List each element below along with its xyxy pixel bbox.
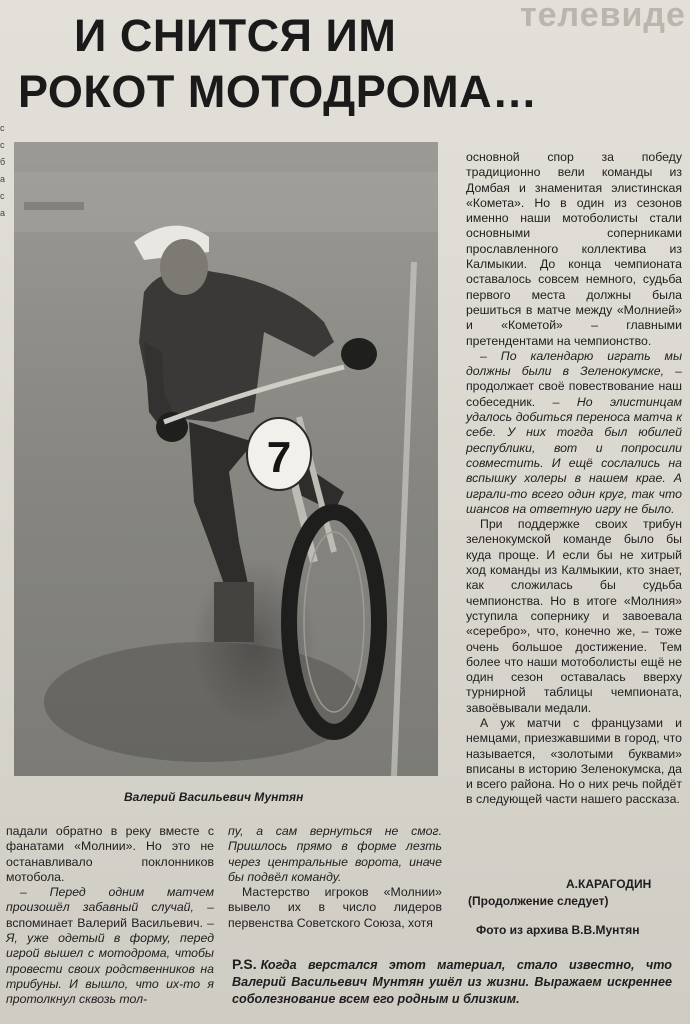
edge-letter: с — [0, 191, 5, 201]
quote-text: – Я, уже одетый в форму, перед игрой вышел с мотодрома, чтобы провести своих родственников на трибуны. И вышло, что их-то я протолкнул сквозь тол- — [6, 915, 214, 1007]
continued-note: (Продолжение следует) — [468, 894, 609, 908]
quote-text: – Но элистинцам удалось добиться переноса матча к себе. У них тогда был юбилей республики, вот и попросили совместить. И ещё сослались на вспышку холеры в нашем крае. А играли-то всего один круг, так что шансов на ответную игру не было. — [466, 394, 682, 516]
photo-caption: Валерий Васильевич Мунтян — [124, 790, 304, 804]
article-column-bottom-1 — [6, 824, 214, 1008]
paragraph: основной спор за победу традиционно вели команды из Домбая и знаменитая элистинская «Комета». Но в один из сезонов именно наши мотоболисты стали основными соперниками прославленного коллектива из Калмыкии. До конца чемпионата оставалось совсем немного, судьба первого места должны была решиться в матче между «Молнией» и «Кометой» – главными претендентами на чемпионство. — [466, 150, 682, 348]
article-headline — [18, 8, 538, 120]
edge-letter: с — [0, 140, 5, 150]
postscript — [232, 956, 672, 1008]
adjacent-page-heading: телевиде — [520, 0, 686, 34]
article-photo — [14, 142, 438, 776]
paragraph: При поддержке своих трибун зеленокумской команде было бы куда проще. И если бы не хитрый ход команды из Калмыкии, кто знает, как сложилась бы судьба чемпионства. Но в итоге «Молния» уступила сопернику и завоевала «серебро», что, конечно же, – тоже очень большое достижение. Тем более что наши мотоболисты ещё не один сезон оставалась вверху турнирной таблицы чемпионата, завоёвывали медали. — [466, 517, 682, 715]
headline-line-1: И СНИТСЯ ИМ — [74, 10, 397, 61]
postscript-tag: P.S. — [232, 956, 257, 972]
article-column-right — [466, 150, 682, 808]
edge-letter: с — [0, 123, 5, 133]
edge-letter: а — [0, 174, 6, 184]
paragraph: падали обратно в реку вместе с фанатами «Молнии». Но это не останавливало поклонников мотобола. — [6, 824, 214, 884]
cropped-column-edge — [0, 120, 10, 222]
postscript-text: Когда верстался этот материал, стало известно, что Валерий Васильевич Мунтян ушёл из жизни. Выражаем искреннее соболезнование всем его родным и близким. — [232, 958, 672, 1006]
edge-letter: а — [0, 208, 6, 218]
author-signature: А.КАРАГОДИН — [566, 877, 652, 891]
race-number: 7 — [266, 433, 292, 482]
paragraph-quote: пу, а сам вернуться не смог. Пришлось прямо в форме лезть через центральные ворота, иначе бы подвёл команду. — [228, 824, 442, 884]
paragraph: А уж матчи с французами и немцами, приезжавшими в город, что называется, «золотыми буквами» вписаны в историю Зеленокумска, да и всего района. Но о них речь пойдёт в следующей части нашего рассказа. — [466, 715, 682, 807]
photo-credit: Фото из архива В.В.Мунтян — [476, 923, 640, 937]
quote-text: – Перед одним матчем произошёл забавный случай, – — [6, 885, 214, 915]
quote-attribution: продолжает своё повествование наш собеседник. — [466, 379, 682, 409]
paragraph-quote — [466, 349, 682, 517]
edge-letter: б — [0, 157, 6, 167]
headline-line-2: РОКОТ МОТОДРОМА… — [18, 66, 538, 117]
paragraph: Мастерство игроков «Молнии» вывело их в число лидеров первенства Советского Союза, хотя — [228, 885, 442, 930]
article-column-bottom-2 — [228, 824, 442, 931]
quote-text: – По календарю играть мы должны были в Зеленокумске, – — [466, 348, 682, 379]
motorcyclist-illustration — [14, 142, 438, 776]
quote-attribution: вспоминает Валерий Васильевич. — [6, 915, 208, 930]
paragraph-quote — [6, 885, 214, 1007]
